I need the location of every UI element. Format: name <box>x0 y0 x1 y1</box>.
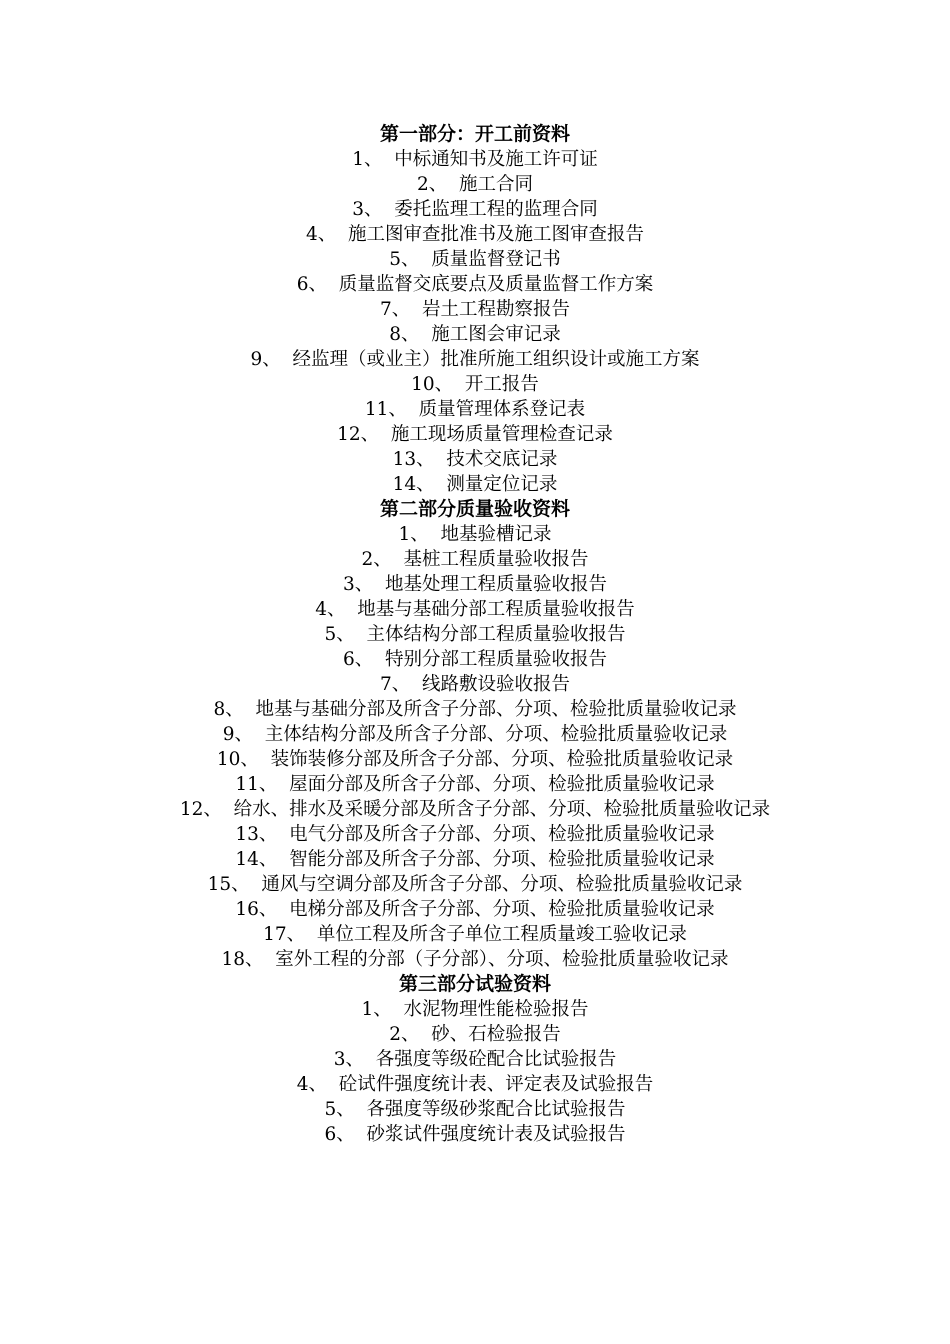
item-text: 开工报告 <box>464 374 539 395</box>
list-item <box>0 747 950 772</box>
list-item <box>0 647 950 672</box>
item-text: 技术交底记录 <box>446 449 558 470</box>
item-text: 质量监督登记书 <box>431 249 561 270</box>
item-text: 委托监理工程的监理合同 <box>394 199 598 220</box>
item-number: 2、 <box>361 549 392 570</box>
list-item <box>0 1022 950 1047</box>
list-item <box>0 672 950 697</box>
item-number: 9、 <box>250 349 281 370</box>
section-title-quality-acceptance: 第二部分质量验收资料 <box>379 498 570 520</box>
item-text: 主体结构分部工程质量验收报告 <box>366 624 626 645</box>
item-number: 13、 <box>235 824 278 845</box>
list-item <box>0 347 950 372</box>
list-item <box>0 422 950 447</box>
item-number: 11、 <box>364 399 407 420</box>
item-text: 砂浆试件强度统计表及试验报告 <box>366 1124 626 1145</box>
item-number: 4、 <box>305 224 337 245</box>
item-text: 砂、石检验报告 <box>431 1024 561 1045</box>
item-text: 测量定位记录 <box>446 474 558 495</box>
item-text: 质量监督交底要点及质量监督工作方案 <box>338 274 654 295</box>
item-number: 5、 <box>324 1099 355 1120</box>
item-number: 2、 <box>389 1024 420 1045</box>
list-item <box>0 822 950 847</box>
list-item <box>0 872 950 897</box>
item-text: 施工图审查批准书及施工图审查报告 <box>348 224 645 245</box>
item-number: 12、 <box>179 799 222 820</box>
list-item <box>0 1097 950 1122</box>
item-number: 4、 <box>315 599 346 620</box>
list-item <box>0 947 950 972</box>
item-text: 水泥物理性能检验报告 <box>403 999 589 1020</box>
item-text: 施工现场质量管理检查记录 <box>390 424 613 445</box>
item-text: 施工图会审记录 <box>431 324 561 345</box>
list-item <box>0 547 950 572</box>
item-text: 线路敷设验收报告 <box>422 674 571 695</box>
item-text: 岩土工程勘察报告 <box>422 299 571 320</box>
item-text: 智能分部及所含子分部、分项、检验批质量验收记录 <box>289 849 715 870</box>
list-item <box>0 247 950 272</box>
item-number: 14、 <box>392 474 435 495</box>
item-number: 11、 <box>235 774 278 795</box>
list-item <box>0 197 950 222</box>
item-text: 特别分部工程质量验收报告 <box>385 649 608 670</box>
list-item <box>0 447 950 472</box>
item-number: 2、 <box>416 174 448 195</box>
item-text: 主体结构分部及所含子分部、分项、检验批质量验收记录 <box>264 724 728 745</box>
list-item <box>0 997 950 1022</box>
list-item <box>0 622 950 647</box>
document-page <box>0 122 950 1147</box>
item-text: 砼试件强度统计表、评定表及试验报告 <box>338 1074 654 1095</box>
list-item <box>0 222 950 247</box>
section-title-pre-construction: 第一部分：开工前资料 <box>379 123 570 145</box>
item-number: 8、 <box>213 699 244 720</box>
item-number: 3、 <box>352 199 383 220</box>
item-number: 18、 <box>221 949 264 970</box>
item-number: 10、 <box>216 749 259 770</box>
item-text: 地基处理工程质量验收报告 <box>385 574 608 595</box>
item-number: 5、 <box>324 624 355 645</box>
item-number: 10、 <box>411 374 454 395</box>
list-item <box>0 272 950 297</box>
item-number: 1、 <box>352 149 383 170</box>
list-item <box>0 572 950 597</box>
item-number: 7、 <box>379 674 411 695</box>
list-item <box>135 797 815 822</box>
item-number: 1、 <box>361 999 392 1020</box>
list-item <box>0 472 950 497</box>
list-item <box>0 922 950 947</box>
item-text: 各强度等级砂浆配合比试验报告 <box>366 1099 626 1120</box>
list-item <box>0 897 950 922</box>
list-item <box>0 697 950 722</box>
item-text: 中标通知书及施工许可证 <box>394 149 598 170</box>
item-text: 给水、排水及采暖分部及所含子分部、分项、检验批质量验收记录 <box>233 799 771 820</box>
item-number: 3、 <box>333 1049 364 1070</box>
item-text: 电气分部及所含子分部、分项、检验批质量验收记录 <box>289 824 715 845</box>
list-item <box>0 847 950 872</box>
list-item <box>0 172 950 197</box>
item-text: 装饰装修分部及所含子分部、分项、检验批质量验收记录 <box>270 749 734 770</box>
list-item <box>0 1072 950 1097</box>
item-number: 6、 <box>296 274 327 295</box>
list-item <box>0 1047 950 1072</box>
item-number: 6、 <box>342 649 374 670</box>
item-text: 室外工程的分部（子分部）、分项、检验批质量验收记录 <box>275 949 729 970</box>
item-text: 电梯分部及所含子分部、分项、检验批质量验收记录 <box>289 899 715 920</box>
list-item <box>0 1122 950 1147</box>
item-text: 基桩工程质量验收报告 <box>403 549 589 570</box>
item-number: 9、 <box>222 724 253 745</box>
list-item <box>0 722 950 747</box>
list-item <box>0 397 950 422</box>
item-number: 12、 <box>337 424 380 445</box>
list-item <box>0 772 950 797</box>
item-number: 14、 <box>235 849 278 870</box>
item-number: 1、 <box>398 524 429 545</box>
list-item <box>0 322 950 347</box>
item-text: 通风与空调分部及所含子分部、分项、检验批质量验收记录 <box>261 874 743 895</box>
item-text: 屋面分部及所含子分部、分项、检验批质量验收记录 <box>289 774 715 795</box>
section-title-test-data: 第三部分试验资料 <box>398 973 551 995</box>
item-text: 地基验槽记录 <box>440 524 552 545</box>
item-text: 经监理（或业主）批准所施工组织设计或施工方案 <box>292 349 700 370</box>
list-item <box>0 147 950 172</box>
item-number: 5、 <box>389 249 420 270</box>
list-item <box>0 522 950 547</box>
item-number: 3、 <box>342 574 374 595</box>
list-item <box>0 372 950 397</box>
item-number: 13、 <box>392 449 435 470</box>
item-text: 单位工程及所含子单位工程质量竣工验收记录 <box>316 924 687 945</box>
item-number: 17、 <box>263 924 306 945</box>
list-item <box>0 297 950 322</box>
item-text: 各强度等级砼配合比试验报告 <box>375 1049 617 1070</box>
item-number: 16、 <box>235 899 278 920</box>
item-number: 4、 <box>296 1074 327 1095</box>
item-number: 8、 <box>389 324 420 345</box>
item-number: 15、 <box>207 874 250 895</box>
item-number: 6、 <box>324 1124 355 1145</box>
item-number: 7、 <box>379 299 411 320</box>
list-item <box>0 597 950 622</box>
item-text: 施工合同 <box>459 174 534 195</box>
item-text: 质量管理体系登记表 <box>418 399 586 420</box>
item-text: 地基与基础分部及所含子分部、分项、检验批质量验收记录 <box>255 699 737 720</box>
item-text: 地基与基础分部工程质量验收报告 <box>357 599 635 620</box>
